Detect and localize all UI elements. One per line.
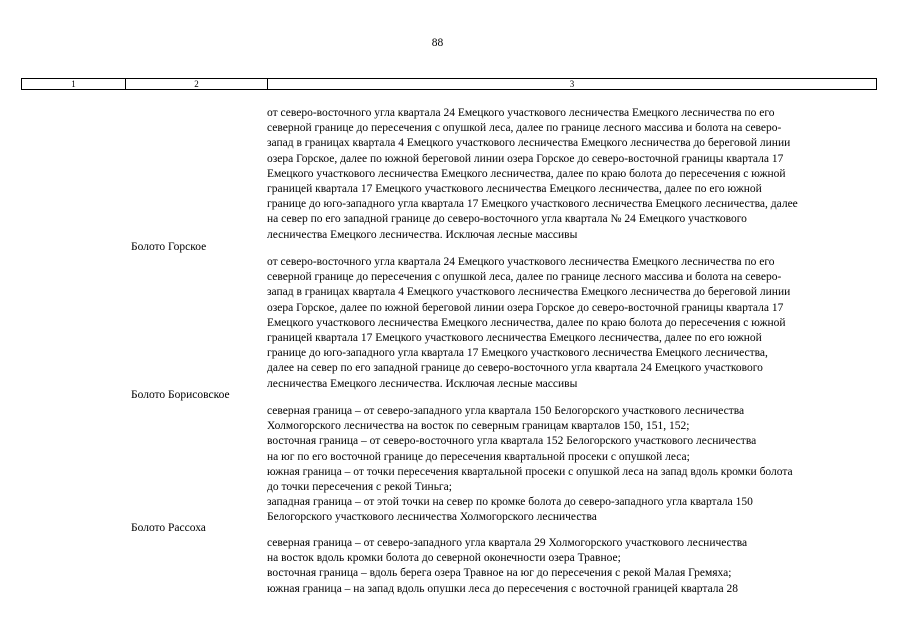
description-line: южная граница – на запад вдоль опушки леса до пересечения с восточной границей квартала 28 (267, 582, 738, 595)
description-line: на север по его западной границе до северо-восточного угла квартала № 24 Емецкого участкового (267, 213, 747, 226)
description-line: на юг по его восточной границе до пересечения квартальной просеки с опушкой леса; (267, 450, 690, 463)
description-line: границе до юго-западного угла квартала 17 Емецкого участкового лесничества Емецкого лесничества, (267, 347, 768, 360)
description-line: запад в границах квартала 4 Емецкого участкового лесничества Емецкого лесничества до береговой линии (267, 286, 791, 299)
description-line: запад в границах квартала 4 Емецкого участкового лесничества Емецкого лесничества до береговой линии (267, 137, 791, 150)
description-line: на восток вдоль кромки болота до северной оконечности озера Травное; (267, 552, 621, 565)
description-line: до точки пересечения с рекой Тиньга; (267, 481, 452, 494)
entry-description (267, 404, 872, 526)
description-line: озера Горское, далее по южной береговой линии озера Горское до северо-восточной границы квартала 17 (267, 152, 784, 165)
description-line: границей квартала 17 Емецкого участкового лесничества Емецкого лесничества, далее по его южной (267, 183, 762, 196)
description-line: от северо-восточного угла квартала 24 Емецкого участкового лесничества Емецкого лесничества по его (267, 256, 775, 268)
description-line: Белогорского участкового лесничества Холмогорского лесничества (267, 511, 597, 524)
column-header-1: 1 (22, 79, 126, 90)
description-line: лесничества Емецкого лесничества. Исключая лесные массивы (267, 228, 578, 241)
description-line: лесничества Емецкого лесничества. Исключая лесные массивы (267, 377, 578, 390)
description-line: северная граница – от северо-западного угла квартала 29 Холмогорского участкового лесничества (267, 537, 748, 549)
description-line: Холмогорского лесничества на восток по северным границам кварталов 150, 151, 152; (267, 420, 690, 433)
entry-name: Болото Борисовское (131, 389, 230, 401)
description-line: западная граница – от этой точки на север по кромке болота до северо-западного угла квартала 150 (267, 496, 753, 509)
description-line: Емецкого участкового лесничества Емецкого лесничества, далее по краю болота до пересечения с южной (267, 316, 786, 329)
description-line: границей квартала 17 Емецкого участкового лесничества Емецкого лесничества, далее по его южной (267, 332, 762, 345)
column-header-2: 2 (126, 79, 268, 90)
description-line: северная граница – от северо-западного угла квартала 150 Белогорского участкового лесничества (267, 405, 745, 417)
description-line: северной границе до пересечения с опушкой леса, далее по границе лесного массива и болота на северо- (267, 122, 782, 135)
description-line: южная граница – от точки пересечения квартальной просеки с опушкой леса на запад вдоль кромки болота (267, 465, 793, 478)
column-header-3: 3 (268, 79, 877, 90)
description-line: границе до юго-западного угла квартала 17 Емецкого участкового лесничества Емецкого лесничества, далее (267, 198, 798, 211)
description-line: северной границе до пересечения с опушкой леса, далее по границе лесного массива и болота на северо- (267, 271, 782, 284)
description-line: озера Горское, далее по южной береговой линии озера Горское до северо-восточной границы квартала 17 (267, 301, 784, 314)
entry-name: Болото Рассоха (131, 522, 206, 534)
page-number: 88 (431, 37, 444, 49)
entry-description (267, 106, 872, 243)
column-header-row (21, 78, 877, 90)
description-line: восточная граница – от северо-восточного угла квартала 152 Белогорского участкового лесничества (267, 435, 757, 448)
description-line: от северо-восточного угла квартала 24 Емецкого участкового лесничества Емецкого лесничества по его (267, 107, 775, 119)
description-line: далее на север по его западной границе до северо-восточного угла квартала 24 Емецкого участкового (267, 362, 763, 375)
entry-description (267, 255, 872, 392)
entry-description (267, 536, 872, 597)
description-line: Емецкого участкового лесничества Емецкого лесничества, далее по краю болота до пересечения с южной (267, 167, 786, 180)
entry-name: Болото Горское (131, 241, 207, 253)
description-line: восточная граница – вдоль берега озера Травное на юг до пересечения с рекой Малая Гремяха; (267, 567, 732, 580)
